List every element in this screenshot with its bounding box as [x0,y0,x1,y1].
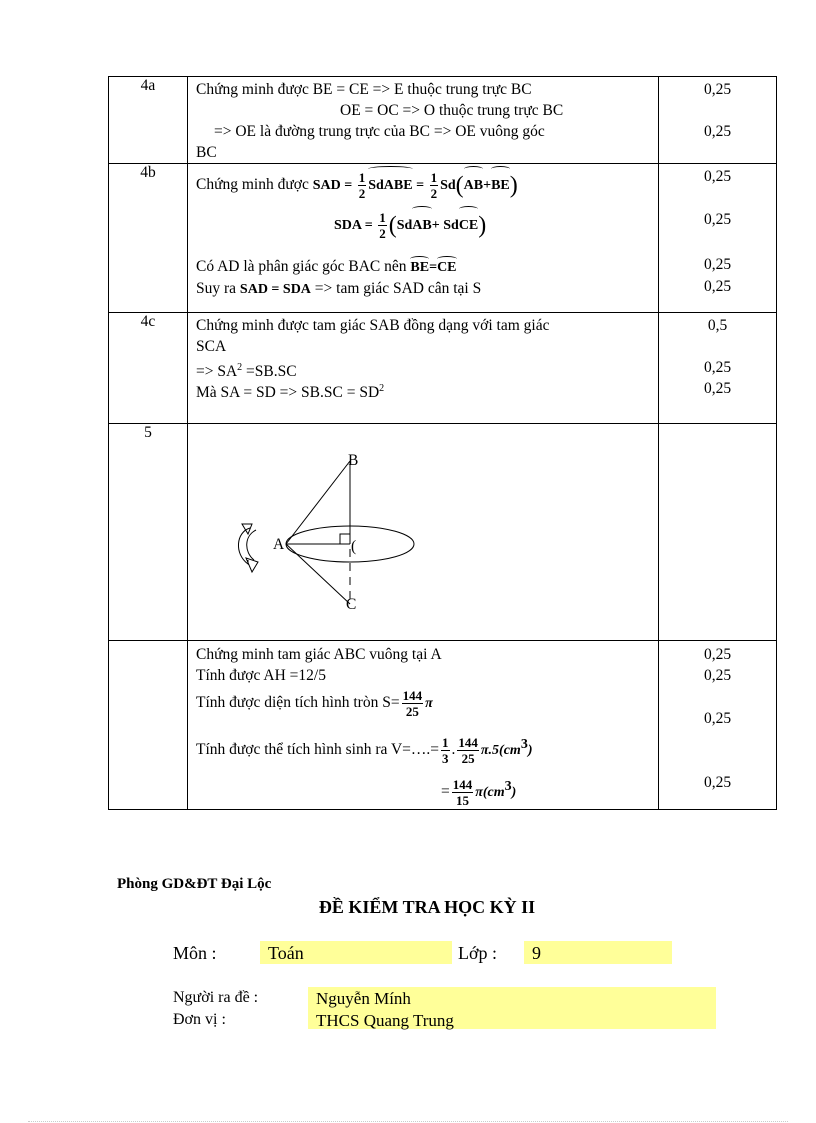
score: 0,5 [707,317,728,334]
grading-table [108,76,777,810]
area-formula: Tính được diện tích hình tròn S= $\frac{144}{25}$ π [196,687,433,719]
answer-line: => $SA^2 =SB.SC$ [196,362,297,381]
answer-line: Chứng minh được tam giác SAB đồng dạng với tam giác [196,317,550,334]
answer-line: Suy ra SAD = SDA => tam giác SAD cân tại S [196,280,482,297]
subject-label: Môn : [173,943,217,963]
table-row-4a [109,77,777,164]
score: 0,25 [703,168,732,185]
score: 0,25 [703,646,732,663]
answer-line: OE = OC => O thuộc trung trực BC [340,102,564,119]
question-id: 5 [109,424,188,641]
volume-result: = $\frac{144}{15}$ $\pi(cm^3)$ [441,777,517,809]
curved-rotation-arrow-icon [238,524,258,572]
formula-sda: SDA = $\frac{1}{2}$ (SdAB+ SdCE) [334,208,486,243]
grade-label: Lớp : [458,943,498,963]
segment-ab [286,461,350,544]
table-row-4b [109,164,777,313]
table-row-5-answers [109,641,777,810]
author-value: Nguyễn Mính [316,989,411,1008]
author-label: Người ra đề : [173,989,259,1006]
table-row-4c [109,313,777,424]
answer-line: SCA [196,338,227,355]
score: 0,25 [703,211,732,228]
table-row-5 [109,424,777,641]
score: 0,25 [703,774,732,791]
exam-title: ĐỀ KIỂM TRA HỌC KỲ II [318,897,536,917]
unit-value: THCS Quang Trung [316,1011,454,1030]
volume-formula: Tính được thể tích hình sinh ra V=….= $\frac{1}{3}$ . $\frac{144}{25}$ $\pi.5(cm^3)$ [196,735,533,767]
answer-line: Tính được AH =12/5 [196,667,326,684]
page-divider [28,1121,788,1122]
unit-label: Đơn vị : [173,1011,226,1028]
label-c: C [346,596,357,613]
score: 0,25 [703,81,732,98]
question-id: 4c [109,313,188,424]
segment-ac [286,544,350,604]
score: 0,25 [703,710,732,727]
question-id: 4a [109,77,188,164]
score: 0,25 [703,123,732,140]
score: 0,25 [703,380,732,397]
question-id: 4b [109,164,188,313]
org-name: Phòng GD&ĐT Đại Lộc [117,876,272,892]
grade-value: 9 [532,943,541,963]
label-b: B [348,452,359,469]
answer-line: Chứng minh tam giác ABC vuông tại A [196,646,442,663]
answer-line: Có AD là phân giác góc BAC nên BE=CE [196,258,457,275]
subject-value: Toán [268,943,304,963]
answer-line: Mà SA = SD => $SB.SC = SD^2$ [196,383,385,402]
score: 0,25 [703,359,732,376]
label-a: A [273,536,285,553]
label-h: ( [351,538,357,555]
grade-highlight [524,941,672,964]
answer-line: => OE là đường trung trực của BC => OE vuông góc [214,123,545,140]
score: 0,25 [703,256,732,273]
right-angle-mark [340,534,350,544]
score: 0,25 [703,667,732,684]
cone-figure [188,424,658,640]
formula-sad: Chứng minh được SAD = $\frac{1}{2}$ SdABE = $\frac{1}{2}$ Sd(AB+BE) [196,168,518,203]
answer-line: Chứng minh được BE = CE => E thuộc trung trực BC [196,81,532,98]
answer-line: BC [196,144,217,161]
score: 0,25 [703,278,732,295]
